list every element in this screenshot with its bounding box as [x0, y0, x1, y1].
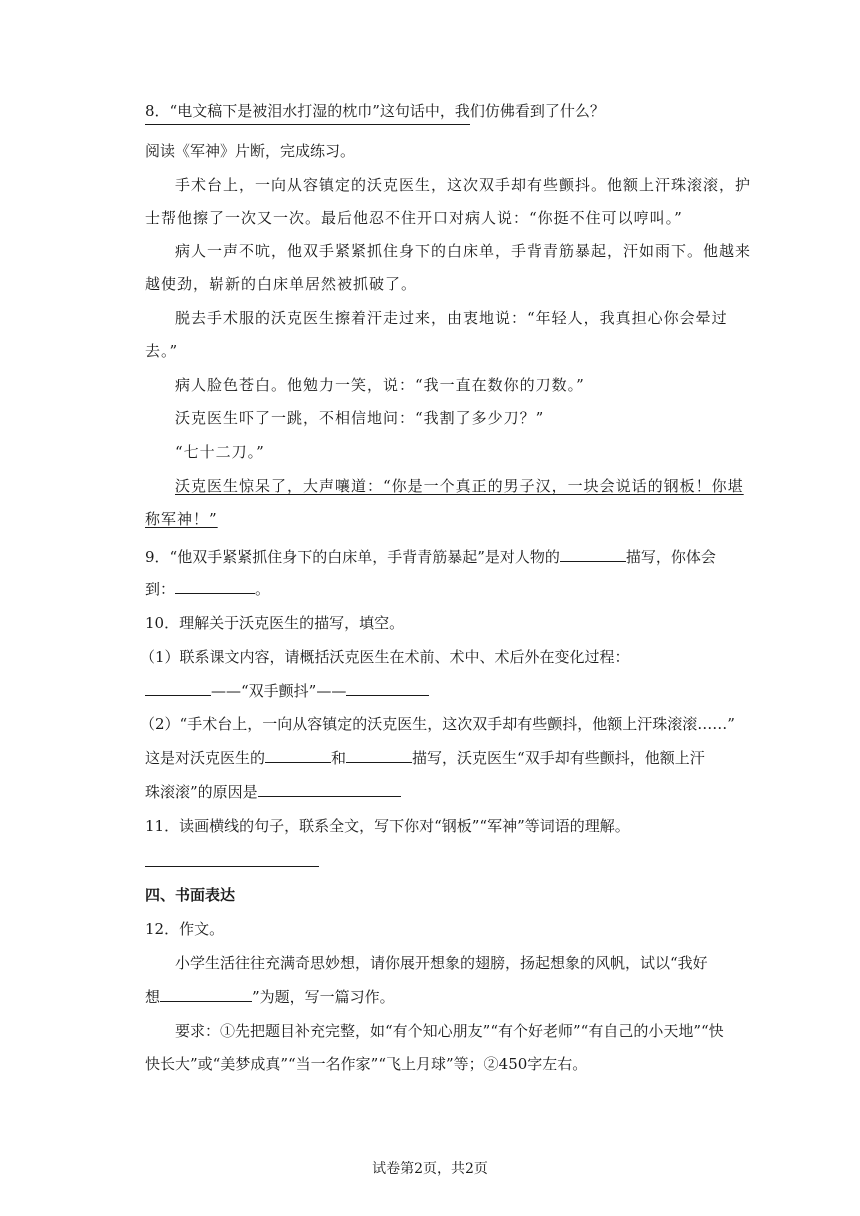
blank-q10-after[interactable] [346, 681, 429, 696]
question-12-p2-line1: 要求：①先把题目补充完整，如“有个知心朋友”“有个好老师”“有自己的小天地”“快 [175, 1022, 724, 1040]
reading-intro: 阅读《军神》片断，完成练习。 [145, 142, 356, 160]
q10-dash-1: —— [211, 682, 241, 700]
q10-s2-text-2: 和 [331, 749, 347, 767]
section-4-title: 四、书面表达 [145, 886, 236, 904]
blank-q10-before[interactable] [145, 681, 211, 696]
passage-p2-line2: 越使劲，崭新的白床单居然被抓破了。 [145, 275, 418, 293]
question-9-line2 [145, 578, 270, 600]
passage-p3-line1: 脱去手术服的沃克医生擦着汗走过来，由衷地说：“年轻人，我真担心你会晕过 [175, 309, 728, 327]
blank-q12-title[interactable] [160, 987, 252, 1002]
question-10-sub1-answer [145, 680, 429, 702]
passage-p3-line2: 去。” [145, 342, 179, 360]
q9-text-1: 9．“他双手紧紧抓住身下的白床单，手背青筋暴起”是对人物的 [145, 548, 560, 566]
question-12-p2-line2: 快长大”或“美梦成真”“当一名作家”“飞上月球”等；②450字左右。 [145, 1055, 588, 1073]
question-10-sub2-line1: （2）“手术台上，一向从容镇定的沃克医生，这次双手却有些颤抖，他额上汗珠滚滚……” [140, 715, 735, 733]
q10-dash-2: —— [316, 682, 347, 700]
passage-p7-line2-underlined: 称军神！” [145, 510, 218, 528]
q10-s2-text-4: 珠滚滚”的原因是 [145, 783, 258, 801]
question-10-sub1: （1）联系课文内容，请概括沃克医生在术前、术中、术后外在变化过程： [140, 648, 630, 666]
blank-q9-2[interactable] [175, 579, 255, 594]
question-12-p1-line1: 小学生活往往充满奇思妙想，请你展开想象的翅膀，扬起想象的风帆，试以“我好 [175, 954, 708, 972]
passage-p7-line1-underlined: 沃克医生惊呆了，大声嚷道：“你是一个真正的男子汉，一块会说话的钢板！你堪 [175, 477, 744, 495]
q9-text-2: 描写，你体会 [625, 548, 716, 566]
blank-q10-s2-1[interactable] [265, 748, 331, 763]
answer-line-q8[interactable] [145, 124, 470, 125]
answer-line-q11[interactable] [145, 866, 319, 867]
question-11: 11．读画横线的句子，联系全文，写下你对“钢板”“军神”等词语的理解。 [145, 817, 630, 835]
page-footer: 试卷第2页，共2页 [372, 1161, 488, 1177]
blank-q9-1[interactable] [560, 547, 626, 562]
question-12-title: 12．作文。 [145, 920, 225, 938]
blank-q10-s2-reason[interactable] [258, 782, 401, 797]
passage-p1-line1: 手术台上，一向从容镇定的沃克医生，这次双手却有些颤抖。他额上汗珠滚滚，护 [175, 176, 752, 194]
blank-q10-s2-2[interactable] [346, 748, 412, 763]
q12-text-1: 想 [145, 988, 161, 1006]
question-10-sub2-line2 [145, 747, 705, 769]
question-8: 8．“电文稿下是被泪水打湿的枕巾”这句话中，我们仿佛看到了什么？ [145, 102, 605, 120]
q9-text-4: 。 [255, 580, 271, 598]
passage-p6: “七十二刀。” [175, 443, 265, 461]
q10-middle: “双手颤抖” [241, 682, 317, 700]
question-10-title: 10．理解关于沃克医生的描写，填空。 [145, 614, 405, 632]
question-12-p1-line2 [145, 986, 395, 1008]
q10-s2-text-3: 描写，沃克医生“双手却有些颤抖，他额上汗 [412, 749, 705, 767]
passage-p4: 病人脸色苍白。他勉力一笑，说：“我一直在数你的刀数。” [175, 376, 585, 394]
q9-text-3: 到： [145, 580, 176, 598]
passage-p5: 沃克医生吓了一跳，不相信地问：“我割了多少刀？” [175, 409, 545, 427]
question-10-sub2-line3 [145, 781, 401, 803]
question-9-line1 [145, 546, 716, 568]
q10-s2-text-1: 这是对沃克医生的 [145, 749, 266, 767]
passage-p1-line2: 士帮他擦了一次又一次。最后他忍不住开口对病人说：“你挺不住可以哼叫。” [145, 209, 683, 227]
q12-text-2: ”为题，写一篇习作。 [252, 988, 395, 1006]
passage-p2-line1: 病人一声不吭，他双手紧紧抓住身下的白床单，手背青筋暴起，汗如雨下。他越来 [175, 242, 752, 260]
